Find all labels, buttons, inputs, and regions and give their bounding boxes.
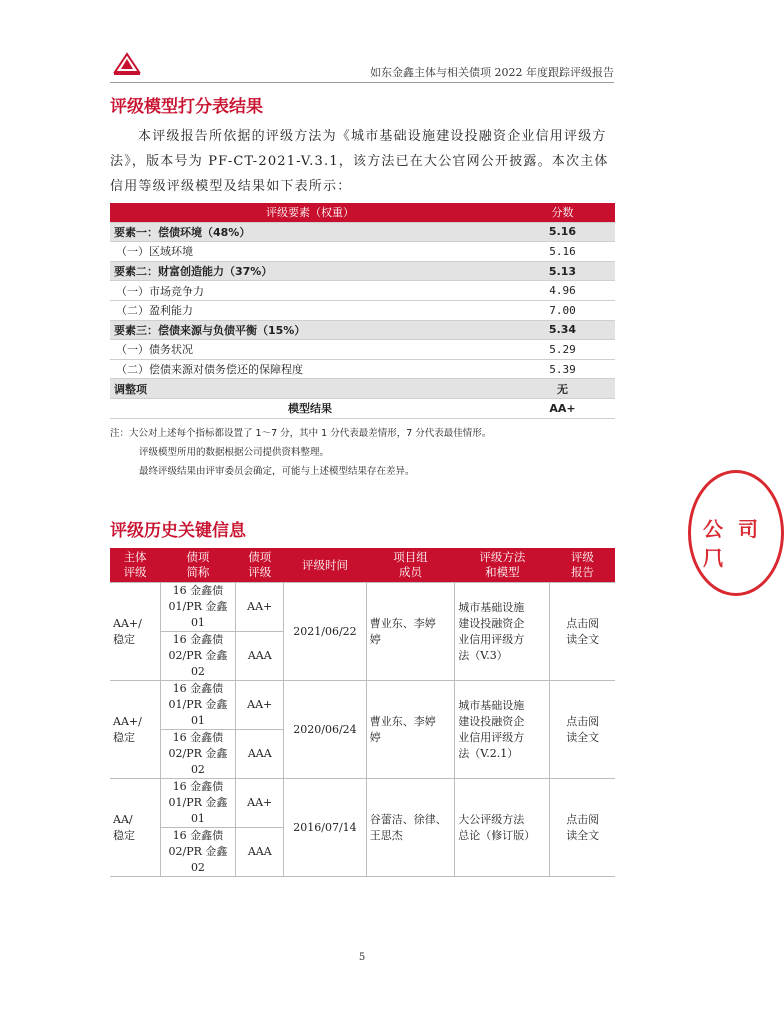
issuer-rating: AA+/ 稳定 <box>110 583 160 681</box>
score-row <box>110 300 615 320</box>
score-factor-name: 要素三：偿债来源与负债平衡（15%） <box>110 320 510 340</box>
score-value: 5.16 <box>510 222 615 242</box>
score-table-header-score: 分数 <box>510 203 615 222</box>
bond-rating: AA+ <box>236 681 284 730</box>
history-header-cell: 评级 报告 <box>550 548 615 583</box>
history-row <box>110 681 615 730</box>
history-header-cell: 评级方法 和模型 <box>455 548 550 583</box>
score-value: 7.00 <box>510 300 615 320</box>
score-table-header-factor: 评级要素（权重） <box>110 203 510 222</box>
history-row <box>110 779 615 828</box>
bond-rating: AAA <box>236 730 284 779</box>
score-notes <box>110 424 491 481</box>
issuer-rating: AA+/ 稳定 <box>110 681 160 779</box>
dagong-logo-icon <box>112 52 142 76</box>
project-team-members: 曹业东、李婷 婷 <box>366 583 455 681</box>
score-value: 5.29 <box>510 340 615 360</box>
score-factor-name: （一）债务状况 <box>110 340 510 360</box>
score-row <box>110 320 615 340</box>
score-value: 无 <box>510 379 615 399</box>
bond-short-name: 16 金鑫债 02/PR 金鑫 02 <box>160 632 236 681</box>
score-factor-name: （一）区域环境 <box>110 242 510 262</box>
rating-method: 大公评级方法 总论（修订版） <box>455 779 550 877</box>
note-line: 最终评级结果由评审委员会确定，可能与上述模型结果存在差异。 <box>139 466 415 477</box>
read-full-report-link[interactable]: 点击阅 读全文 <box>566 616 600 646</box>
project-team-members: 谷蕾洁、徐律、 王思杰 <box>366 779 455 877</box>
bond-short-name: 16 金鑫债 01/PR 金鑫 01 <box>160 681 236 730</box>
rating-method: 城市基础设施 建设投融资企 业信用评级方 法（V.3） <box>455 583 550 681</box>
bond-short-name: 16 金鑫债 01/PR 金鑫 01 <box>160 583 236 632</box>
score-value: 5.39 <box>510 359 615 379</box>
rating-method: 城市基础设施 建设投融资企 业信用评级方 法（V.2.1） <box>455 681 550 779</box>
score-row <box>110 379 615 399</box>
bond-rating: AA+ <box>236 583 284 632</box>
note-line: 注：大公对上述每个指标都设置了 1～7 分，其中 1 分代表最差情形，7 分代表最佳情形。 <box>110 428 492 439</box>
read-full-report-link[interactable]: 点击阅 读全文 <box>566 714 600 744</box>
report-cell <box>550 681 615 779</box>
page-number: 5 <box>358 952 366 963</box>
header-rule <box>110 82 614 83</box>
rating-date: 2020/06/24 <box>284 681 366 779</box>
score-value: 4.96 <box>510 281 615 301</box>
score-factor-name: 要素二：财富创造能力（37%） <box>110 261 510 281</box>
note-line: 评级模型所用的数据根据公司提供资料整理。 <box>139 447 330 458</box>
section-title-history: 评级历史关键信息 <box>110 521 246 541</box>
score-row <box>110 340 615 360</box>
score-table <box>110 203 615 419</box>
issuer-rating: AA/ 稳定 <box>110 779 160 877</box>
history-header-cell: 评级时间 <box>284 548 366 583</box>
header-title: 如东金鑫主体与相关债项 2022 年度跟踪评级报告 <box>370 66 614 79</box>
bond-rating: AAA <box>236 632 284 681</box>
score-row <box>110 281 615 301</box>
bond-rating: AA+ <box>236 779 284 828</box>
bond-short-name: 16 金鑫债 02/PR 金鑫 02 <box>160 730 236 779</box>
report-cell <box>550 779 615 877</box>
report-cell <box>550 583 615 681</box>
project-team-members: 曹业东、李婷 婷 <box>366 681 455 779</box>
score-row <box>110 242 615 262</box>
score-factor-name: 要素一：偿债环境（48%） <box>110 222 510 242</box>
score-value: 5.13 <box>510 261 615 281</box>
rating-date: 2021/06/22 <box>284 583 366 681</box>
score-value: AA+ <box>510 398 615 418</box>
history-header-cell: 债项 评级 <box>236 548 284 583</box>
history-row <box>110 583 615 632</box>
score-row <box>110 261 615 281</box>
bond-short-name: 16 金鑫债 02/PR 金鑫 02 <box>160 828 236 877</box>
history-header-cell: 债项 简称 <box>160 548 236 583</box>
company-seal-stamp: 公 司 ⺇ <box>688 470 784 596</box>
score-factor-name: 调整项 <box>110 379 510 399</box>
history-header-cell: 主体 评级 <box>110 548 160 583</box>
bond-rating: AAA <box>236 828 284 877</box>
rating-history-table <box>110 548 615 877</box>
score-factor-name: （二）偿债来源对债务偿还的保障程度 <box>110 359 510 379</box>
score-value: 5.34 <box>510 320 615 340</box>
score-row <box>110 398 615 418</box>
score-value: 5.16 <box>510 242 615 262</box>
read-full-report-link[interactable]: 点击阅 读全文 <box>566 812 600 842</box>
score-factor-name: （一）市场竞争力 <box>110 281 510 301</box>
score-factor-name: （二）盈利能力 <box>110 300 510 320</box>
history-header-cell: 项目组 成员 <box>366 548 455 583</box>
section-title-model: 评级模型打分表结果 <box>110 97 263 117</box>
rating-date: 2016/07/14 <box>284 779 366 877</box>
score-row <box>110 222 615 242</box>
score-factor-name: 模型结果 <box>110 398 510 418</box>
intro-paragraph: 本评级报告所依据的评级方法为《城市基础设施建设投融资企业信用评级方法》，版本号为 PF-CT-2021-V.3.1，该方法已在大公官网公开披露。本次主体信用等级评级模型及结果如下表所示： <box>110 129 609 194</box>
bond-short-name: 16 金鑫债 01/PR 金鑫 01 <box>160 779 236 828</box>
score-row <box>110 359 615 379</box>
